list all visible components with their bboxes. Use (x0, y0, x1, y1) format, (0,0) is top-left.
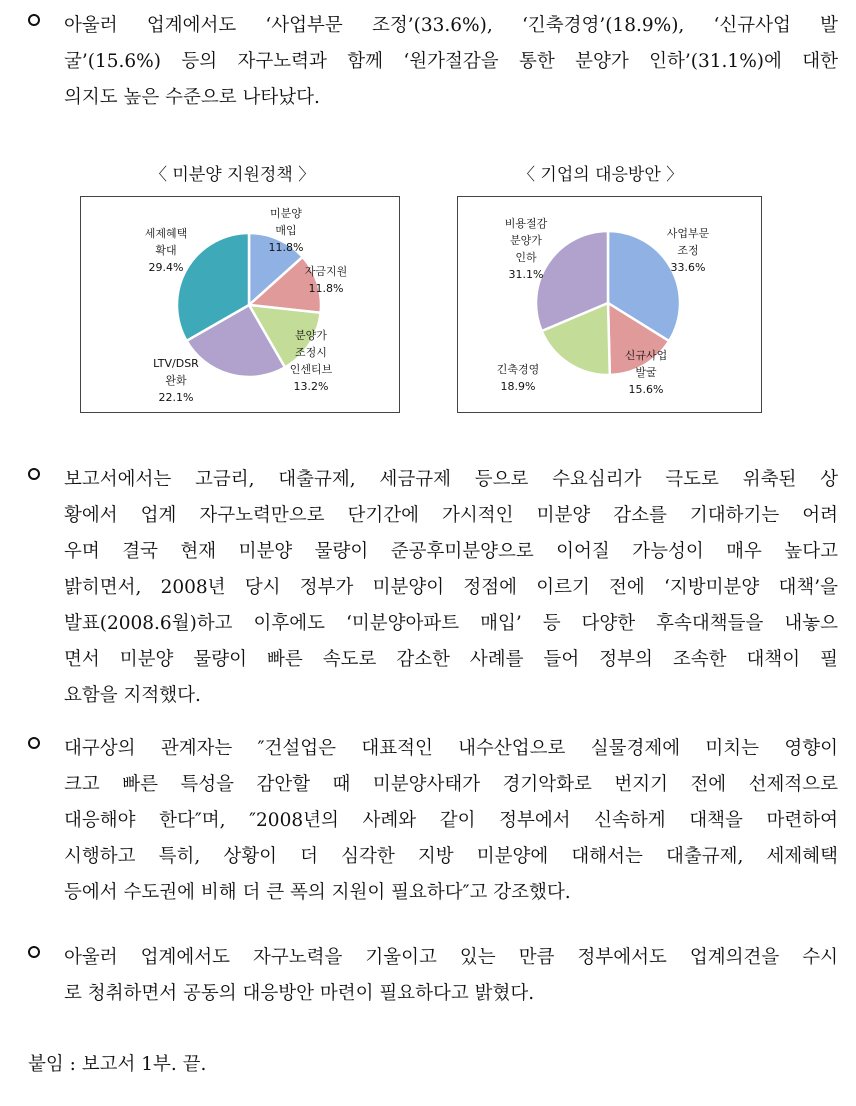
pie-chart-support-policy (80, 196, 400, 413)
text-line: 아울러 업계에서도 자구노력을 기울이고 있는 만큼 정부에서도 업계의견을 수시 (64, 947, 838, 968)
pie-chart-svg (458, 197, 761, 412)
text-line: 밝히면서, 2008년 당시 정부가 미분양이 정점에 이르기 전에 ‘지방미분양 대책’을 (64, 577, 838, 598)
circle-bullet-icon (28, 946, 40, 958)
pie-slice-label: 긴축경영 18.9% (496, 363, 540, 393)
paragraph-1 (28, 8, 838, 116)
circle-bullet-icon (28, 468, 40, 480)
circle-bullet-icon (28, 737, 40, 749)
chart-title-support-policy: 〈 미분양 지원정책 〉 (150, 165, 316, 185)
pie-slice-label: 세제혜택 확대 29.4% (144, 227, 188, 274)
paragraph-lines (64, 8, 838, 116)
text-line: 등에서 수도권에 비해 더 큰 폭의 지원이 필요하다″고 강조했다. (64, 882, 571, 903)
paragraph-lines (64, 462, 838, 714)
text-line: 시행하고 특히, 상황이 더 심각한 지방 미분양에 대해서는 대출규제, 세제혜택 (64, 846, 838, 867)
paragraph-3 (28, 731, 838, 911)
text-line: 우며 결국 현재 미분양 물량이 준공후미분양으로 이어질 가능성이 매우 높다고 (64, 541, 838, 562)
paragraph-lines (64, 940, 838, 1012)
circle-bullet-icon (28, 14, 40, 26)
text-line: 대구상의 관계자는 ″건설업은 대표적인 내수산업으로 실물경제에 미치는 영향이 (64, 738, 838, 759)
text-line: 보고서에서는 고금리, 대출규제, 세금규제 등으로 수요심리가 극도로 위축된 상 (64, 469, 838, 490)
attachment-note: 붙임 : 보고서 1부. 끝. (28, 1054, 207, 1075)
text-line: 발표(2008.6월)하고 이후에도 ‘미분양아파트 매입’ 등 다양한 후속대책들을 내놓으 (64, 613, 838, 634)
paragraph-4 (28, 940, 838, 1012)
pie-slice-label: 사업부문 조정 33.6% (666, 227, 710, 274)
paragraph-lines (64, 731, 838, 911)
pie-slice-label: 신규사업 발굴 15.6% (624, 349, 668, 396)
pie-slice-label: 분양가 조정시 인센티브 13.2% (289, 329, 333, 393)
pie-chart-svg (81, 197, 399, 412)
pie-slice-label: 자금지원 11.8% (304, 265, 348, 295)
pie-slice-label: 미분양 매입 11.8% (268, 207, 304, 254)
text-line: 면서 미분양 물량이 빠른 속도로 감소한 사례를 들어 정부의 조속한 대책이 필 (64, 649, 838, 670)
text-line: 의지도 높은 수준으로 나타났다. (64, 87, 320, 108)
chart-title-company-response: 〈 기업의 대응방안 〉 (518, 165, 684, 185)
text-line: 요함을 지적했다. (64, 685, 201, 706)
paragraph-2 (28, 462, 838, 714)
pie-slice-label: LTV/DSR 완화 22.1% (153, 357, 199, 404)
text-line: 크고 빠른 특성을 감안할 때 미분양사태가 경기악화로 번지기 전에 선제적으로 (64, 774, 838, 795)
text-line: 황에서 업계 자구노력만으로 단기간에 가시적인 미분양 감소를 기대하기는 어려 (64, 505, 838, 526)
text-line: 굴’(15.6%) 등의 자구노력과 함께 ‘원가절감을 통한 분양가 인하’(31.1%)에 대한 (64, 51, 838, 72)
text-line: 로 청취하면서 공동의 대응방안 마련이 필요하다고 밝혔다. (64, 983, 535, 1004)
text-line: 대응해야 한다″며, ″2008년의 사례와 같이 정부에서 신속하게 대책을 마련하여 (64, 810, 838, 831)
pie-slice-label: 비용절감 분양가 인하 31.1% (504, 217, 548, 281)
pie-chart-company-response (457, 196, 762, 413)
text-line: 아울러 업계에서도 ‘사업부문 조정’(33.6%), ‘긴축경영’(18.9%), ‘신규사업 발 (64, 15, 838, 36)
